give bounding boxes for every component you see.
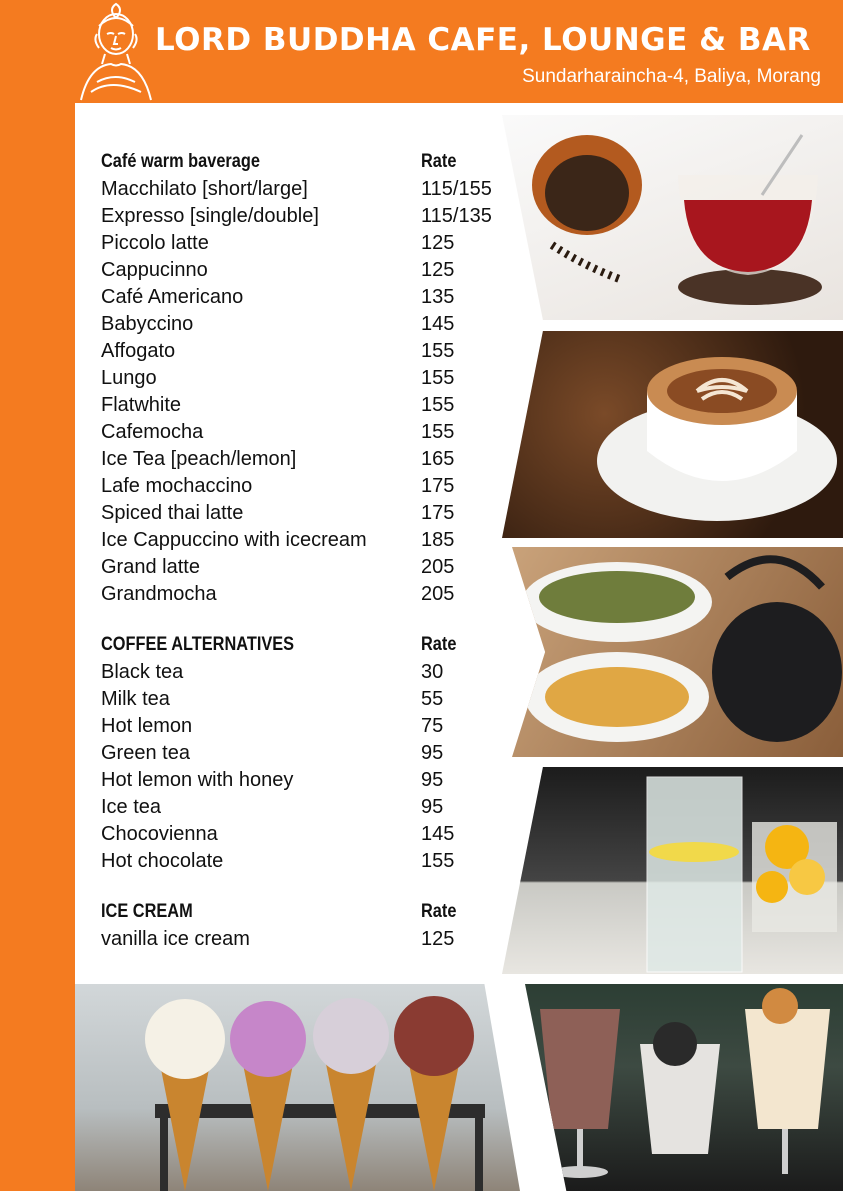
menu-item <box>101 740 511 767</box>
item-name: Green tea <box>101 742 190 764</box>
menu-item <box>101 848 511 875</box>
menu-item <box>101 230 511 257</box>
item-name: Cappucinno <box>101 259 208 281</box>
item-rate: 175 <box>421 502 455 524</box>
milkshakes-photo <box>525 984 843 1191</box>
item-rate: 95 <box>421 742 444 764</box>
rate-header: Rate <box>421 150 457 172</box>
section-title: COFFEE ALTERNATIVES <box>101 633 295 655</box>
item-rate: 155 <box>421 850 455 872</box>
menu-item <box>101 554 511 581</box>
item-name: vanilla ice cream <box>101 928 250 950</box>
item-name: Ice Tea [peach/lemon] <box>101 448 297 470</box>
item-rate: 115/155 <box>421 178 492 200</box>
item-name: Hot lemon <box>101 715 193 737</box>
item-rate: 155 <box>421 421 455 443</box>
menu-item <box>101 794 511 821</box>
ice-cream-cones-photo <box>75 984 520 1191</box>
item-name: Affogato <box>101 340 176 362</box>
menu-item <box>101 659 511 686</box>
item-name: Café Americano <box>101 286 244 308</box>
menu-item <box>101 446 511 473</box>
tea-cup-photo <box>502 115 843 320</box>
item-name: Flatwhite <box>101 394 182 416</box>
menu-item <box>101 767 511 794</box>
address-subtitle: Sundarharaincha-4, Baliya, Morang <box>522 66 821 87</box>
latte-art-photo <box>502 331 843 538</box>
section-header <box>101 897 511 926</box>
item-rate: 145 <box>421 313 455 335</box>
item-rate: 185 <box>421 529 455 551</box>
menu-item <box>101 473 511 500</box>
item-name: Milk tea <box>101 688 170 710</box>
menu-item <box>101 926 511 953</box>
rate-header: Rate <box>421 900 457 922</box>
item-name: Black tea <box>101 661 184 683</box>
menu-item <box>101 203 511 230</box>
item-name: Spiced thai latte <box>101 502 244 524</box>
item-name: Grand latte <box>101 556 200 578</box>
menu-list <box>101 147 511 975</box>
menu-item <box>101 392 511 419</box>
menu-section <box>101 897 511 953</box>
item-rate: 125 <box>421 232 455 254</box>
section-header <box>101 147 511 176</box>
menu-section <box>101 630 511 875</box>
menu-item <box>101 581 511 608</box>
lemon-water-photo <box>502 767 843 974</box>
item-rate: 55 <box>421 688 444 710</box>
item-name: Hot lemon with honey <box>101 769 294 791</box>
item-rate: 175 <box>421 475 455 497</box>
menu-item <box>101 311 511 338</box>
item-name: Lungo <box>101 367 157 389</box>
item-rate: 155 <box>421 340 455 362</box>
item-rate: 30 <box>421 661 444 683</box>
item-name: Ice Cappuccino with icecream <box>101 529 367 551</box>
menu-item <box>101 176 511 203</box>
page-title: LORD BUDDHA CAFE, LOUNGE & BAR <box>155 22 811 58</box>
item-rate: 165 <box>421 448 455 470</box>
item-rate: 115/135 <box>421 205 492 227</box>
item-name: Grandmocha <box>101 583 217 605</box>
item-rate: 95 <box>421 769 444 791</box>
item-rate: 75 <box>421 715 444 737</box>
item-name: Piccolo latte <box>101 232 209 254</box>
menu-section <box>101 147 511 608</box>
item-name: Hot chocolate <box>101 850 224 872</box>
menu-item <box>101 419 511 446</box>
buddha-logo-icon <box>75 0 157 103</box>
menu-item <box>101 686 511 713</box>
section-title: ICE CREAM <box>101 900 193 922</box>
rate-header: Rate <box>421 633 457 655</box>
green-tea-pot-photo <box>512 547 843 757</box>
item-rate: 95 <box>421 796 444 818</box>
item-rate: 135 <box>421 286 455 308</box>
menu-item <box>101 257 511 284</box>
item-name: Chocovienna <box>101 823 218 845</box>
item-rate: 125 <box>421 928 455 950</box>
menu-item <box>101 284 511 311</box>
item-name: Lafe mochaccino <box>101 475 253 497</box>
item-name: Macchilato [short/large] <box>101 178 308 200</box>
section-title: Café warm baverage <box>101 150 260 172</box>
item-rate: 125 <box>421 259 455 281</box>
item-rate: 145 <box>421 823 455 845</box>
item-rate: 205 <box>421 556 455 578</box>
menu-item <box>101 713 511 740</box>
menu-item <box>101 365 511 392</box>
menu-item <box>101 338 511 365</box>
item-rate: 155 <box>421 394 455 416</box>
item-rate: 205 <box>421 583 455 605</box>
menu-item <box>101 821 511 848</box>
section-header <box>101 630 511 659</box>
item-name: Babyccino <box>101 313 194 335</box>
menu-item <box>101 527 511 554</box>
item-name: Expresso [single/double] <box>101 205 319 227</box>
item-name: Cafemocha <box>101 421 204 443</box>
left-orange-stripe <box>0 0 75 1191</box>
menu-item <box>101 500 511 527</box>
item-rate: 155 <box>421 367 455 389</box>
item-name: Ice tea <box>101 796 162 818</box>
